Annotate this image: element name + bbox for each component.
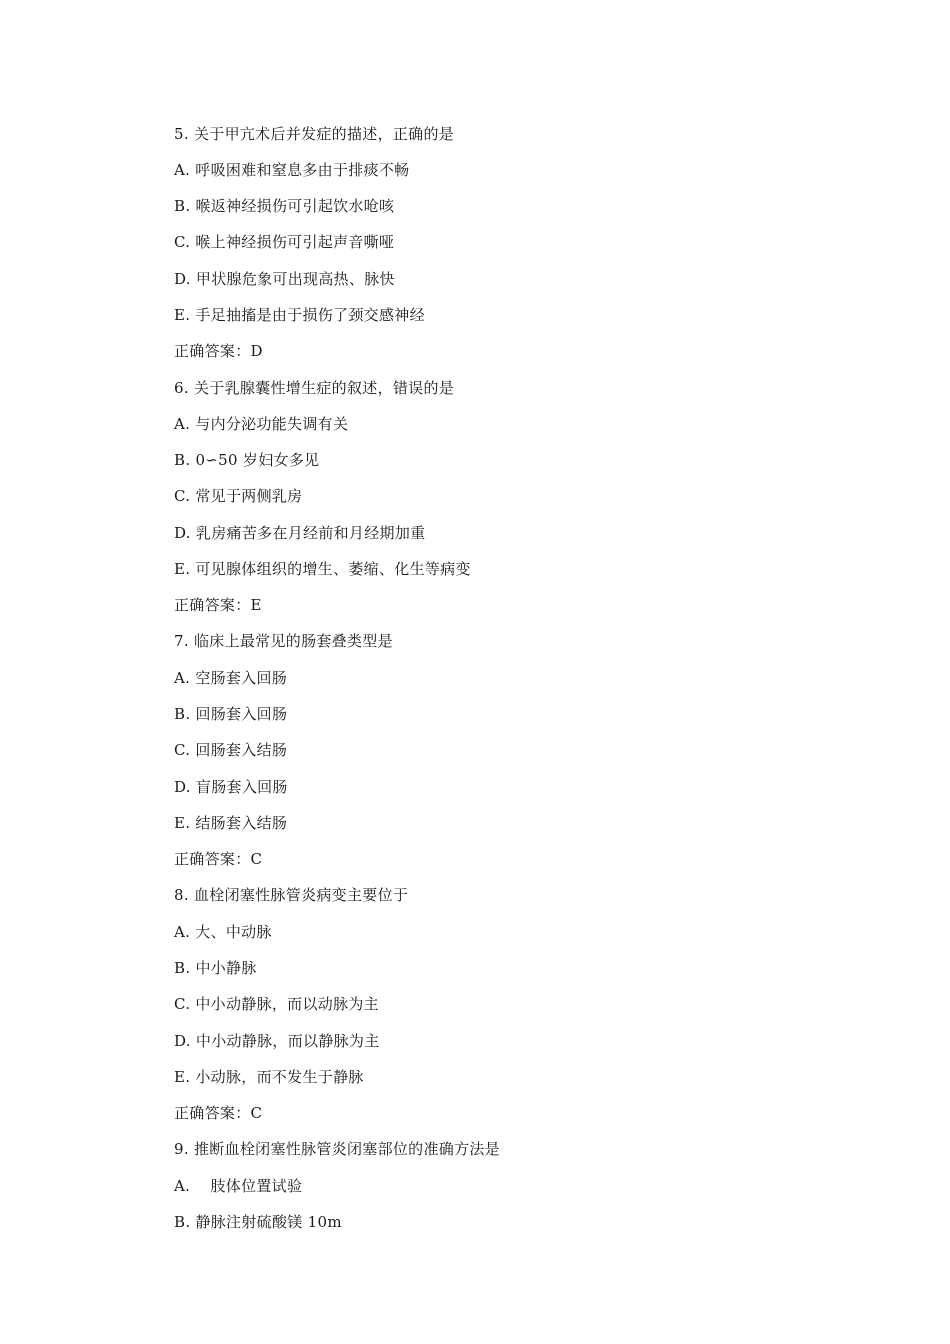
question-9-stem: 9. 推断血栓闭塞性脉管炎闭塞部位的准确方法是	[174, 1140, 500, 1158]
question-6-option-d: D. 乳房痛苦多在月经前和月经期加重	[174, 524, 426, 542]
question-5-option-b: B. 喉返神经损伤可引起饮水呛咳	[174, 197, 395, 215]
question-7-option-e: E. 结肠套入结肠	[174, 814, 288, 832]
question-9-option-b: B. 静脉注射硫酸镁 10m	[174, 1213, 342, 1231]
question-7-option-a: A. 空肠套入回肠	[174, 669, 288, 687]
question-6-option-a: A. 与内分泌功能失调有关	[174, 415, 349, 433]
question-8-option-d: D. 中小动静脉，而以静脉为主	[174, 1032, 380, 1050]
question-9-option-a: A. 肢体位置试验	[174, 1177, 303, 1195]
question-7-option-d: D. 盲肠套入回肠	[174, 778, 288, 796]
question-8-option-b: B. 中小静脉	[174, 959, 257, 977]
question-7-option-c: C. 回肠套入结肠	[174, 741, 288, 759]
question-5-option-e: E. 手足抽搐是由于损伤了颈交感神经	[174, 306, 425, 324]
question-8-stem: 8. 血栓闭塞性脉管炎病变主要位于	[174, 886, 409, 904]
question-8-option-e: E. 小动脉，而不发生于静脉	[174, 1068, 364, 1086]
question-6-option-c: C. 常见于两侧乳房	[174, 487, 303, 505]
question-6-stem: 6. 关于乳腺囊性增生症的叙述，错误的是	[174, 379, 455, 397]
question-8-option-a: A. 大、中动脉	[174, 923, 272, 941]
question-5-option-d: D. 甲状腺危象可出现高热、脉快	[174, 270, 395, 288]
question-5-stem: 5. 关于甲亢术后并发症的描述，正确的是	[174, 125, 455, 143]
question-6-option-b: B. 0∽50 岁妇女多见	[174, 451, 320, 469]
question-8-answer: 正确答案：C	[174, 1104, 263, 1122]
question-8-option-c: C. 中小动静脉，而以动脉为主	[174, 995, 379, 1013]
question-7-stem: 7. 临床上最常见的肠套叠类型是	[174, 632, 393, 650]
question-5-option-a: A. 呼吸困难和窒息多由于排痰不畅	[174, 161, 410, 179]
question-7-answer: 正确答案：C	[174, 850, 263, 868]
question-7-option-b: B. 回肠套入回肠	[174, 705, 288, 723]
question-5-option-c: C. 喉上神经损伤可引起声音嘶哑	[174, 233, 395, 251]
question-6-answer: 正确答案：E	[174, 596, 262, 614]
question-5-answer: 正确答案：D	[174, 342, 263, 360]
question-6-option-e: E. 可见腺体组织的增生、萎缩、化生等病变	[174, 560, 471, 578]
